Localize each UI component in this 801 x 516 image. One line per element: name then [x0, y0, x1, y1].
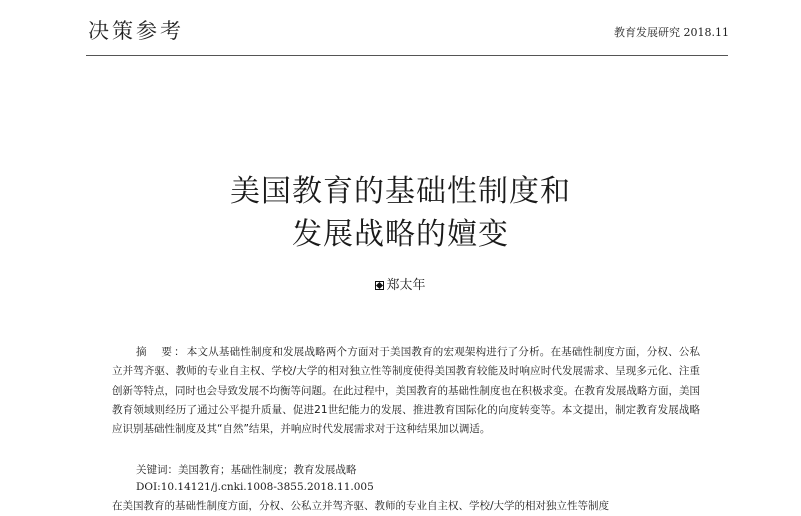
doi-line: DOI:10.14121/j.cnki.1008-3855.2018.11.005: [136, 481, 374, 493]
journal-info: 教育发展研究 2018.11: [614, 26, 729, 39]
keywords-line: [136, 462, 357, 477]
author-marker-icon: [375, 281, 384, 290]
title-line-2: 发展战略的嬗变: [292, 217, 509, 252]
article-title: [0, 170, 801, 256]
section-name: 决策参考: [88, 19, 184, 43]
author-name: 郑太年: [386, 278, 426, 293]
abstract-paragraph: [112, 343, 700, 439]
body-text-fragment: 在美国教育的基础性制度方面，分权、公私立并驾齐驱、教师的专业自主权、学校/大学的相对独立性等制度: [112, 500, 610, 512]
keywords-text: 美国教育；基础性制度；教育发展战略: [178, 464, 357, 476]
title-line-1: 美国教育的基础性制度和: [230, 174, 571, 209]
header-divider: [86, 55, 728, 56]
body-text-cutoff: [112, 497, 700, 512]
page-header: [0, 0, 801, 60]
abstract-label: 摘 要：: [136, 346, 187, 358]
abstract-text: 本文从基础性制度和发展战略两个方面对于美国教育的宏观架构进行了分析。在基础性制度方面，分权、公私立并驾齐驱、教师的专业自主权、学校/大学的相对独立性等制度使得美国教育较能及时响应时代发展需求、呈现多元化、注重创新等特点，同时也会导致发展不均衡等问题。在此过程中，美国教育的基础性制度也在积极求变。在教育发展战略方面，美国教育领域则经历了通过公平提升质量、促进21世纪能力的发展、推进教育国际化的向度转变等。本文提出，制定教育发展战略应识别基础性制度及其“自然”结果，并响应时代发展需求对于这种结果加以调适。: [112, 346, 701, 436]
author-line: [0, 274, 801, 293]
keywords-label: 关键词：: [136, 464, 178, 476]
